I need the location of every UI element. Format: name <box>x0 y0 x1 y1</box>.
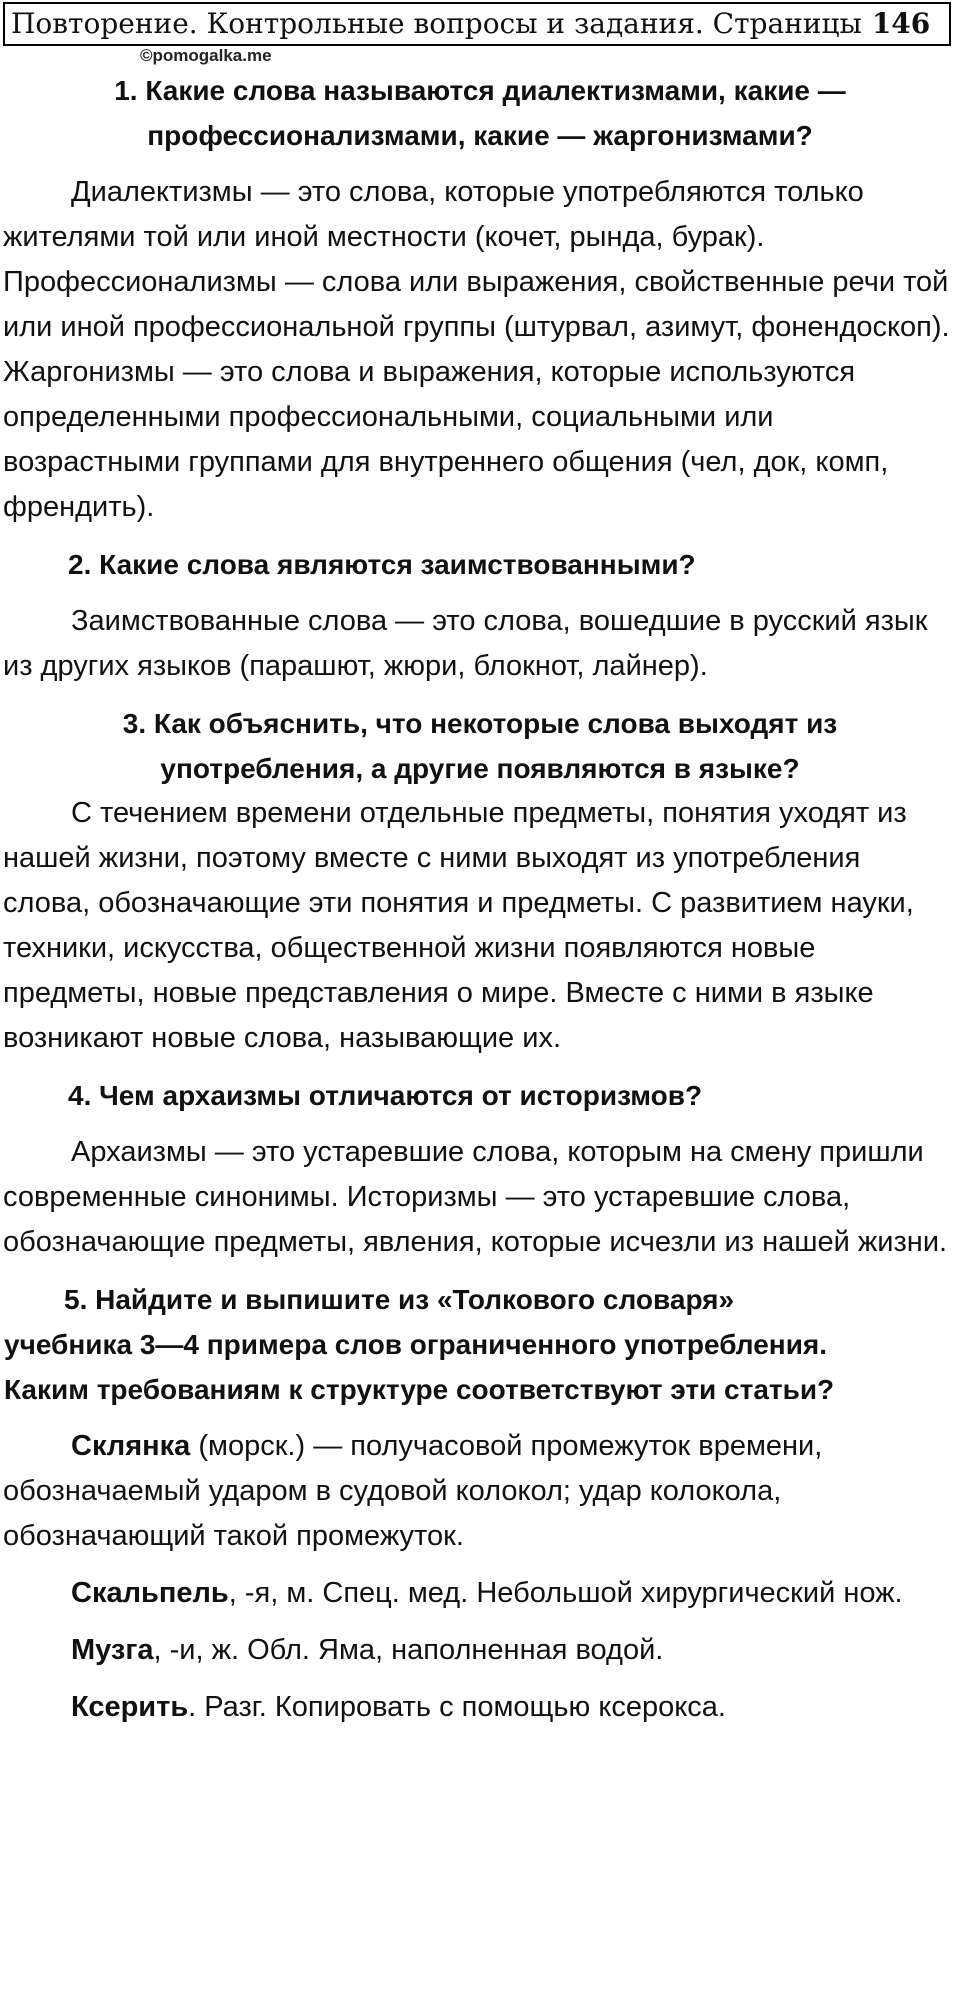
question-3-line-1: 3. Как объяснить, что некоторые слова выходят из <box>122 708 838 739</box>
question-1-line-2: профессионализмами, какие — жаргонизмами? <box>147 120 813 151</box>
entry-term: Музга <box>71 1634 154 1666</box>
watermark: ©pomogalka.me <box>140 46 272 65</box>
entry-definition: . Разг. Копировать с помощью ксерокса. <box>188 1691 726 1723</box>
dictionary-entry <box>0 1685 960 1730</box>
entry-term: Склянка <box>71 1430 191 1462</box>
question-5-line-2: учебника 3—4 примера слов ограниченного употребления. <box>4 1329 828 1360</box>
document-body <box>0 60 960 1730</box>
answer-1: Диалектизмы — это слова, которые употребляются только жителями той или иной местности (кочет, рында, бурак). Профессионализмы — слова или выражения, свойственные речи той или иной профессиональной группы (штурвал, азимут, фонендоскоп). Жаргонизмы — это слова и выражения, которые используются определенными профессиональными, социальными или возрастными группами для внутреннего общения (чел, док, комп, френдить). <box>3 176 950 523</box>
dictionary-entry <box>0 1571 960 1616</box>
entry-definition: , -и, ж. Обл. Яма, наполненная водой. <box>153 1634 664 1666</box>
question-2: 2. Какие слова являются заимствованными? <box>68 549 696 580</box>
question-5 <box>0 1277 960 1412</box>
entry-definition: (морск.) — получасовой промежуток времени, обозначаемый ударом в судовой колокол; удар колокола, обозначающий такой промежуток. <box>3 1430 823 1552</box>
entry-term: Скальпель <box>71 1577 229 1609</box>
question-3 <box>0 701 960 791</box>
answer-3: С течением времени отдельные предметы, понятия уходят из нашей жизни, поэтому вместе с ними выходят из употребления слова, обозначающие эти понятия и предметы. С развитием науки, техники, искусства, общественной жизни появляются новые предметы, новые представления о мире. Вместе с ними в языке возникают новые слова, называющие их. <box>3 797 914 1054</box>
question-5-line-1: 5. Найдите и выпишите из «Толкового словаря» <box>64 1284 735 1315</box>
entry-definition: , -я, м. Спец. мед. Небольшой хирургический нож. <box>228 1577 903 1609</box>
question-5-line-3: Каким требованиям к структуре соответствуют эти статьи? <box>4 1374 835 1405</box>
page-header <box>3 2 951 46</box>
dictionary-entry <box>0 1628 960 1673</box>
answer-4: Архаизмы — это устаревшие слова, которым на смену пришли современные синонимы. Историзмы — это устаревшие слова, обозначающие предметы, явления, которые исчезли из нашей жизни. <box>3 1136 948 1258</box>
entry-term: Ксерить <box>71 1691 189 1723</box>
page-number: 146 <box>871 7 931 40</box>
answer-2: Заимствованные слова — это слова, вошедшие в русский язык из других языков (парашют, жюри, блокнот, лайнер). <box>3 605 928 682</box>
question-4: 4. Чем архаизмы отличаются от историзмов? <box>68 1080 703 1111</box>
header-title: Повторение. Контрольные вопросы и задания. Страницы <box>11 7 862 40</box>
question-3-line-2: употребления, а другие появляются в языке? <box>160 753 800 784</box>
question-1 <box>0 68 960 158</box>
question-1-line-1: 1. Какие слова называются диалектизмами, какие — <box>114 75 846 106</box>
dictionary-entry <box>0 1424 960 1559</box>
